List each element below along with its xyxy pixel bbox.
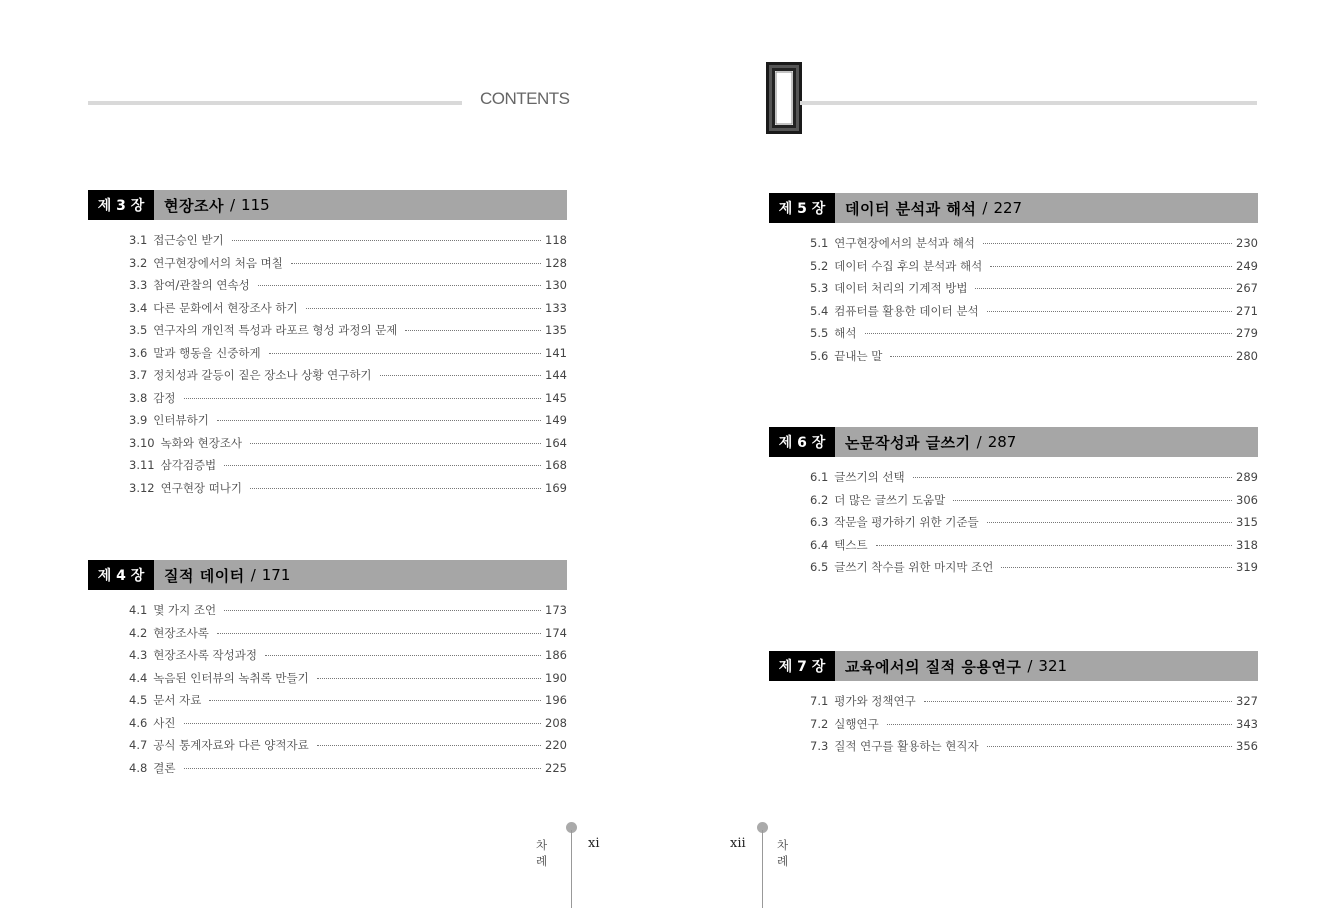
page-number: xi	[588, 836, 600, 851]
toc-item[interactable]	[88, 715, 567, 738]
toc-leader-dots	[990, 266, 1232, 267]
toc-item-number: 6.3	[810, 515, 829, 529]
toc-item-title: 결론	[153, 760, 176, 775]
toc-item-number: 5.1	[810, 236, 829, 250]
right-page	[668, 0, 1336, 901]
toc-item-number: 6.2	[810, 492, 829, 507]
toc-item-page: 230	[1236, 236, 1258, 250]
toc-item[interactable]	[769, 280, 1258, 303]
toc-item-title: 사진	[153, 715, 176, 730]
toc-item-number: 7.1	[810, 694, 829, 708]
toc-leader-dots	[876, 545, 1232, 546]
toc-item-number: 7.2	[810, 716, 829, 731]
toc-item-number: 5.4	[810, 303, 829, 318]
toc-item-number: 4.8	[129, 760, 148, 775]
toc-leader-dots	[924, 701, 1232, 702]
toc-item-page: 327	[1236, 694, 1258, 708]
toc-item-page: 196	[545, 693, 567, 707]
toc-item[interactable]	[88, 670, 567, 693]
page-number: xii	[730, 836, 746, 851]
toc-leader-dots	[380, 375, 541, 376]
toc-item[interactable]	[88, 692, 567, 715]
toc-item[interactable]	[88, 760, 567, 783]
toc-item-title: 현장조사록	[153, 625, 209, 640]
toc-item[interactable]	[769, 258, 1258, 281]
chapter-separator: /	[250, 566, 256, 584]
chapter-number-label: 제 3 장	[97, 198, 145, 214]
toc-leader-dots	[184, 398, 541, 399]
toc-item-number: 3.9	[129, 413, 148, 427]
toc-item-title: 삼각검증법	[160, 458, 217, 472]
toc-item[interactable]	[769, 348, 1258, 371]
chapter-header	[88, 560, 567, 590]
toc-leader-dots	[317, 745, 541, 746]
toc-item-page: 145	[545, 390, 567, 405]
chapter-3	[88, 190, 567, 502]
toc-leader-dots	[887, 724, 1232, 725]
toc-item-page: 186	[545, 648, 567, 662]
toc-item-page: 319	[1236, 560, 1258, 574]
toc-item-number: 3.12	[129, 480, 155, 495]
toc-leader-dots	[890, 356, 1232, 357]
toc-item-title: 끝내는 말	[834, 348, 883, 363]
toc-list	[769, 693, 1258, 761]
header-rule	[800, 101, 1257, 105]
toc-item-title: 접근승인 받기	[153, 233, 224, 247]
toc-item[interactable]	[769, 469, 1258, 492]
toc-item-title: 몇 가지 조언	[153, 603, 217, 617]
toc-item-number: 4.1	[129, 603, 148, 617]
toc-leader-dots	[265, 655, 541, 656]
toc-leader-dots	[953, 500, 1232, 501]
toc-item-page: 271	[1236, 303, 1258, 318]
toc-item-title: 실행연구	[834, 716, 879, 731]
chapter-header	[769, 427, 1258, 457]
toc-item-title: 말과 행동을 신중하게	[153, 345, 261, 360]
toc-item[interactable]	[88, 480, 567, 503]
toc-leader-dots	[209, 700, 541, 701]
toc-item-number: 4.2	[129, 625, 148, 640]
left-page	[0, 0, 668, 901]
toc-leader-dots	[987, 522, 1232, 523]
toc-item-page: 343	[1236, 716, 1258, 731]
toc-item-title: 연구현장 떠나기	[160, 480, 243, 495]
toc-item-page: 128	[545, 255, 567, 270]
toc-item-page: 356	[1236, 739, 1258, 753]
toc-item-title: 텍스트	[834, 537, 868, 552]
chapter-title: 교육에서의 질적 응용연구	[845, 657, 1022, 676]
toc-item-page: 190	[545, 670, 567, 685]
toc-item-title: 녹화와 현장조사	[160, 435, 243, 450]
toc-item-title: 연구현장에서의 처음 며칠	[153, 255, 283, 270]
toc-item-title: 데이터 수집 후의 분석과 해석	[834, 258, 983, 273]
chapter-header	[769, 651, 1258, 681]
toc-item-number: 3.4	[129, 300, 148, 315]
toc-leader-dots	[983, 243, 1232, 244]
toc-item[interactable]	[88, 647, 567, 670]
toc-item-page: 130	[545, 278, 567, 292]
toc-item-number: 5.6	[810, 348, 829, 363]
toc-list	[88, 602, 567, 782]
chapter-5	[769, 193, 1258, 370]
frame-icon	[766, 62, 802, 134]
toc-item-number: 4.3	[129, 648, 148, 662]
toc-item-title: 더 많은 글쓰기 도움말	[834, 492, 946, 507]
chapter-number	[769, 427, 835, 457]
toc-leader-dots	[291, 263, 541, 264]
chapter-6	[769, 427, 1258, 582]
toc-leader-dots	[1001, 567, 1232, 568]
toc-leader-dots	[250, 488, 541, 489]
toc-leader-dots	[217, 633, 541, 634]
chapter-page: 171	[261, 566, 291, 584]
toc-item-number: 5.2	[810, 258, 829, 273]
toc-item-number: 3.2	[129, 255, 148, 270]
toc-item-page: 306	[1236, 492, 1258, 507]
toc-item[interactable]	[769, 514, 1258, 537]
toc-item-page: 315	[1236, 515, 1258, 529]
toc-item-page: 279	[1236, 326, 1258, 340]
toc-item[interactable]	[769, 325, 1258, 348]
toc-item-number: 3.8	[129, 390, 148, 405]
chapter-number	[88, 190, 154, 220]
toc-item[interactable]	[88, 232, 567, 255]
toc-item-title: 글쓰기의 선택	[834, 470, 905, 484]
toc-item-page: 318	[1236, 537, 1258, 552]
toc-item-number: 6.4	[810, 537, 829, 552]
footer-label: 차례	[777, 838, 789, 868]
chapter-page: 287	[987, 433, 1017, 451]
toc-item[interactable]	[88, 625, 567, 648]
toc-item-page: 208	[545, 715, 567, 730]
toc-item[interactable]	[769, 492, 1258, 515]
toc-item[interactable]	[88, 457, 567, 480]
toc-item-title: 연구현장에서의 분석과 해석	[834, 236, 975, 250]
footer-label: 차례	[536, 838, 548, 868]
toc-item-page: 267	[1236, 281, 1258, 295]
toc-item-number: 3.1	[129, 233, 148, 247]
toc-leader-dots	[224, 465, 541, 466]
chapter-page: 227	[993, 199, 1023, 217]
toc-item-page: 144	[545, 368, 567, 382]
toc-item-page: 141	[545, 345, 567, 360]
toc-item-page: 225	[545, 760, 567, 775]
toc-item-number: 6.5	[810, 560, 829, 574]
toc-list	[88, 232, 567, 502]
chapter-4	[88, 560, 567, 782]
toc-leader-dots	[184, 768, 541, 769]
toc-item-page: 118	[545, 233, 567, 247]
toc-item[interactable]	[88, 412, 567, 435]
toc-item[interactable]	[769, 693, 1258, 716]
toc-item-page: 280	[1236, 348, 1258, 363]
toc-item-title: 인터뷰하기	[153, 413, 209, 427]
toc-item-title: 녹음된 인터뷰의 녹취록 만들기	[153, 670, 309, 685]
toc-item[interactable]	[769, 303, 1258, 326]
toc-item-number: 3.3	[129, 278, 148, 292]
toc-item-title: 참여/관찰의 연속성	[153, 278, 250, 292]
toc-leader-dots	[306, 308, 541, 309]
toc-leader-dots	[217, 420, 541, 421]
toc-item-page: 249	[1236, 258, 1258, 273]
chapter-title-bar	[154, 560, 567, 590]
toc-item-title: 공식 통계자료와 다른 양적자료	[153, 738, 309, 752]
contents-title: CONTENTS	[480, 89, 570, 108]
toc-item[interactable]	[769, 738, 1258, 761]
toc-item[interactable]	[88, 602, 567, 625]
toc-item-title: 글쓰기 착수를 위한 마지막 조언	[834, 560, 994, 574]
chapter-title: 데이터 분석과 해석	[845, 199, 977, 218]
chapter-title: 현장조사	[164, 196, 224, 215]
toc-item-page: 289	[1236, 470, 1258, 484]
toc-item-title: 작문을 평가하기 위한 기준들	[834, 515, 979, 529]
toc-item-number: 3.11	[129, 458, 155, 472]
toc-item-title: 감정	[153, 390, 176, 405]
chapter-number-label: 제 7 장	[778, 659, 826, 675]
toc-item-page: 149	[545, 413, 567, 427]
toc-item[interactable]	[88, 435, 567, 458]
toc-leader-dots	[975, 288, 1232, 289]
toc-item-number: 4.5	[129, 693, 148, 707]
toc-item-page: 220	[545, 738, 567, 752]
toc-item-title: 연구자의 개인적 특성과 라포르 형성 과정의 문제	[153, 323, 398, 337]
chapter-number	[769, 193, 835, 223]
toc-item-page: 164	[545, 435, 567, 450]
chapter-separator: /	[976, 433, 982, 451]
chapter-number-label: 제 5 장	[778, 201, 826, 217]
toc-item[interactable]	[769, 235, 1258, 258]
chapter-number-label: 제 6 장	[778, 435, 826, 451]
chapter-header	[88, 190, 567, 220]
toc-item-number: 3.6	[129, 345, 148, 360]
toc-item-page: 135	[545, 323, 567, 337]
toc-item-number: 7.3	[810, 739, 829, 753]
chapter-title-bar	[835, 427, 1258, 457]
chapter-number-label: 제 4 장	[97, 568, 145, 584]
toc-leader-dots	[224, 610, 541, 611]
toc-item[interactable]	[88, 737, 567, 760]
toc-item[interactable]	[769, 537, 1258, 560]
chapter-header	[769, 193, 1258, 223]
chapter-separator: /	[1027, 657, 1033, 675]
chapter-separator: /	[982, 199, 988, 217]
toc-item[interactable]	[88, 255, 567, 278]
toc-item-number: 6.1	[810, 470, 829, 484]
toc-item-number: 3.7	[129, 368, 148, 382]
toc-list	[769, 235, 1258, 370]
toc-leader-dots	[232, 240, 541, 241]
toc-item-title: 해석	[834, 326, 857, 340]
toc-item-page: 168	[545, 458, 567, 472]
toc-item-number: 3.5	[129, 323, 148, 337]
chapter-page: 115	[241, 196, 270, 214]
toc-item-title: 정치성과 갈등이 짙은 장소나 상황 연구하기	[153, 368, 372, 382]
toc-item-page: 173	[545, 603, 567, 617]
chapter-7	[769, 651, 1258, 761]
toc-item[interactable]	[769, 559, 1258, 582]
chapter-title-bar	[835, 193, 1258, 223]
footer-line	[571, 830, 572, 908]
toc-item-number: 4.4	[129, 670, 148, 685]
chapter-separator: /	[229, 196, 236, 214]
toc-leader-dots	[987, 746, 1232, 747]
toc-item[interactable]	[88, 300, 567, 323]
toc-list	[769, 469, 1258, 582]
toc-leader-dots	[258, 285, 541, 286]
toc-item-title: 데이터 처리의 기계적 방법	[834, 281, 968, 295]
chapter-page: 321	[1038, 657, 1068, 675]
toc-item-number: 3.10	[129, 435, 155, 450]
toc-item-title: 컴퓨터를 활용한 데이터 분석	[834, 303, 979, 318]
chapter-title: 논문작성과 글쓰기	[845, 433, 971, 452]
toc-leader-dots	[184, 723, 541, 724]
toc-item-page: 169	[545, 480, 567, 495]
toc-item-number: 5.5	[810, 326, 829, 340]
toc-item[interactable]	[88, 322, 567, 345]
toc-leader-dots	[269, 353, 541, 354]
toc-item-page: 133	[545, 300, 567, 315]
toc-leader-dots	[865, 333, 1232, 334]
toc-leader-dots	[317, 678, 541, 679]
toc-item-number: 4.6	[129, 715, 148, 730]
toc-leader-dots	[913, 477, 1232, 478]
toc-leader-dots	[405, 330, 541, 331]
toc-leader-dots	[250, 443, 541, 444]
toc-item-title: 평가와 정책연구	[834, 694, 916, 708]
chapter-title-bar	[835, 651, 1258, 681]
footer-line	[762, 830, 763, 908]
toc-item-title: 문서 자료	[153, 693, 202, 707]
toc-item-page: 174	[545, 625, 567, 640]
toc-item-title: 다른 문화에서 현장조사 하기	[153, 300, 298, 315]
chapter-title: 질적 데이터	[164, 566, 245, 585]
toc-item-number: 4.7	[129, 738, 148, 752]
toc-item[interactable]	[88, 390, 567, 413]
toc-item[interactable]	[88, 277, 567, 300]
chapter-number	[88, 560, 154, 590]
toc-item-number: 5.3	[810, 281, 829, 295]
toc-item[interactable]	[769, 716, 1258, 739]
toc-item[interactable]	[88, 345, 567, 368]
toc-leader-dots	[987, 311, 1232, 312]
chapter-number	[769, 651, 835, 681]
toc-item-title: 질적 연구를 활용하는 현직자	[834, 739, 979, 753]
header-rule	[88, 101, 462, 105]
toc-item[interactable]	[88, 367, 567, 390]
chapter-title-bar	[154, 190, 567, 220]
toc-item-title: 현장조사록 작성과정	[153, 648, 257, 662]
